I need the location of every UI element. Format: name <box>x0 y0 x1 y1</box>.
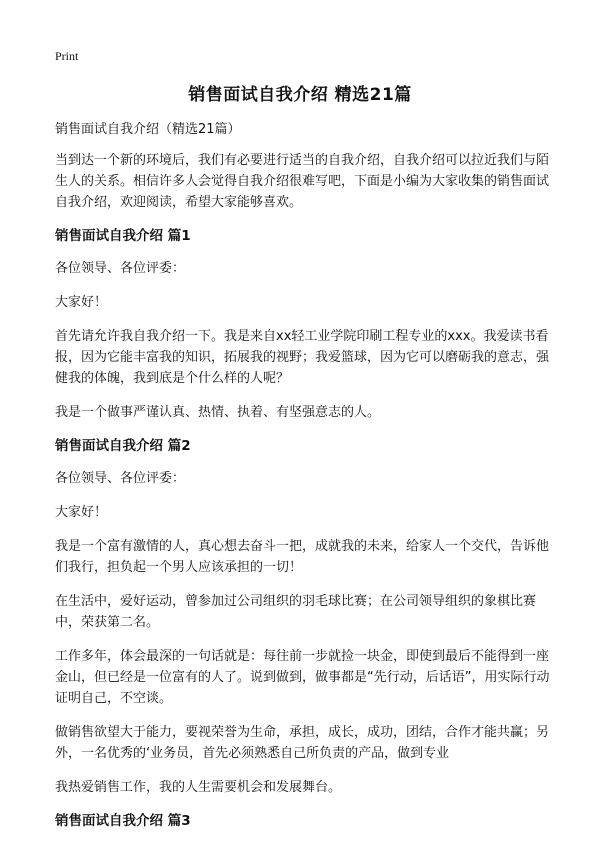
paragraph: 我是一个富有激情的人，真心想去奋斗一把，成就我的未来，给家人一个交代，告诉他们我行，担负起一个男人应该承担的一切！ <box>55 539 550 575</box>
section-2 <box>55 436 550 798</box>
paragraph: 各位领导、各位评委： <box>55 261 186 276</box>
print-link[interactable]: Print <box>55 49 79 63</box>
article-body <box>55 119 550 843</box>
section-1 <box>55 226 550 423</box>
paragraph: 首先请允许我自我介绍一下。我是来自xx轻工业学院印刷工程专业的xxx。我爱读书看报，因为它能丰富我的知识，拓展我的视野；我爱篮球，因为它可以磨砺我的意志，强健我的体魄，我到底是个什么样的人呢？ <box>55 329 550 386</box>
page-title: 销售面试自我介绍 精选21篇 <box>188 85 412 105</box>
paragraph: 大家好！ <box>55 295 108 310</box>
intro-paragraph: 当到达一个新的环境后，我们有必要进行适当的自我介绍，自我介绍可以拉近我们与陌生人的关系。相信许多人会觉得自我介绍很难写吧，下面是小编为大家收集的销售面试自我介绍，欢迎阅读，希望大家能够喜欢。 <box>55 153 550 210</box>
paragraph: 大家好！ <box>55 505 108 520</box>
section-heading: 销售面试自我介绍 篇2 <box>55 438 191 454</box>
paragraph: 我是一个做事严谨认真、热情、执着、有坚强意志的人。 <box>55 405 381 420</box>
paragraph: 各位领导、各位评委： <box>55 471 186 486</box>
section-heading: 销售面试自我介绍 篇1 <box>55 228 191 244</box>
section-3 <box>55 811 550 832</box>
paragraph: 做销售欲望大于能力，要视荣誉为生命，承担，成长，成功，团结，合作才能共赢；另外，一名优秀的‘业务员，首先必须熟悉自己所负责的产品，做到专业 <box>55 725 550 761</box>
paragraph: 在生活中，爱好运动，曾参加过公司组织的羽毛球比赛；在公司领导组织的象棋比赛中，荣获第二名。 <box>55 594 537 630</box>
section-heading: 销售面试自我介绍 篇3 <box>55 813 191 829</box>
paragraph: 我热爱销售工作，我的人生需要机会和发展舞台。 <box>55 780 342 795</box>
paragraph: 工作多年，体会最深的一句话就是：每往前一步就捡一块金，即使到最后不能得到一座金山，但已经是一位富有的人了。说到做到，做事都是“先行动，后话语”，用实际行动证明自己，不空谈。 <box>55 649 550 706</box>
article-subtitle: 销售面试自我介绍（精选21篇） <box>55 122 241 137</box>
